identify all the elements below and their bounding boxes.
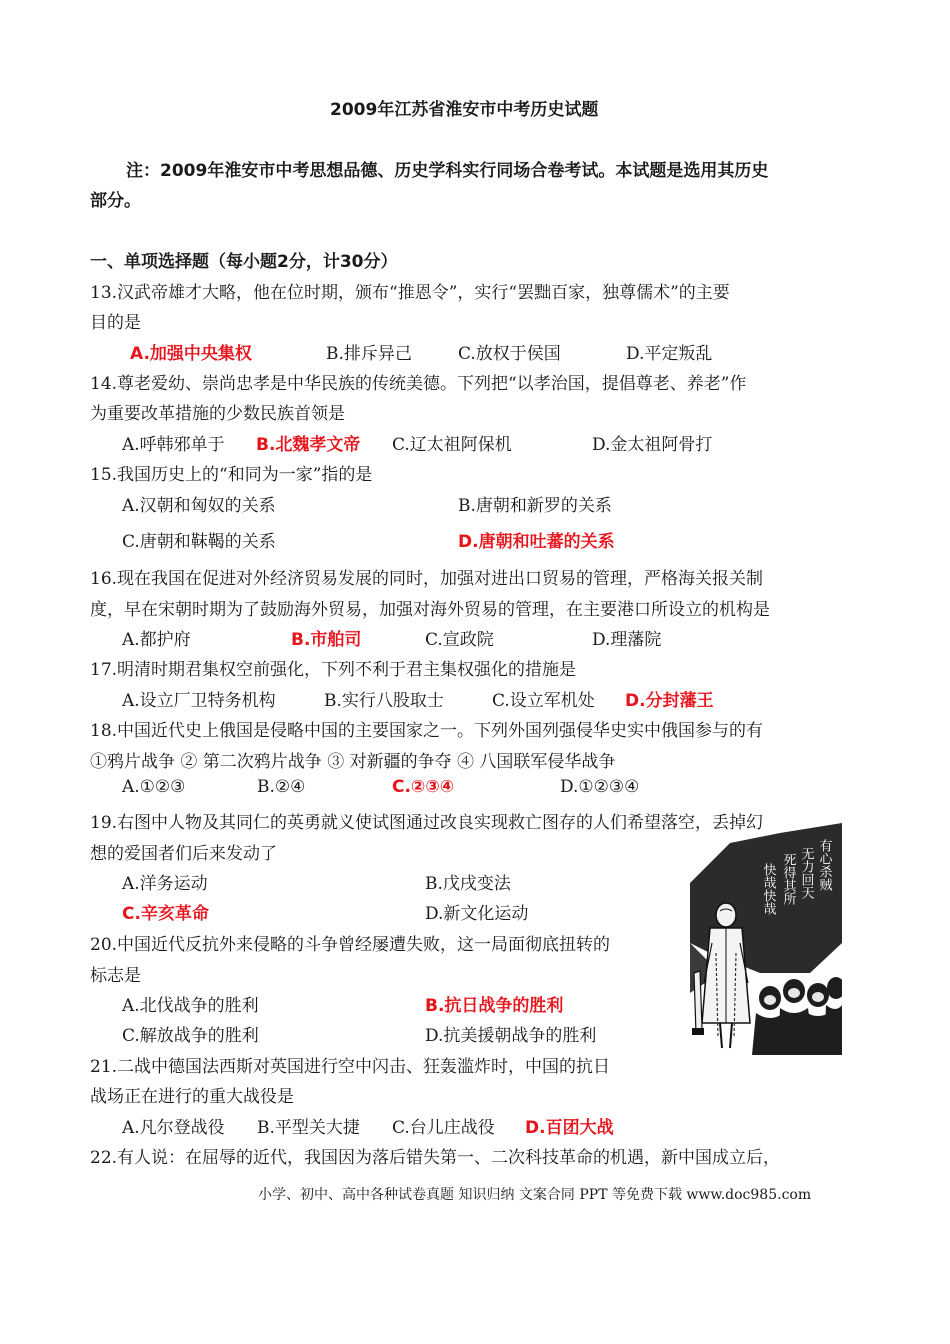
question-16-stem-1: 16.现在我国在促进对外经济贸易发展的同时，加强对进出口贸易的管理，严格海关报关制 — [90, 569, 764, 589]
question-13-option-b: B.排斥异己 — [326, 344, 412, 364]
question-19-option-c: C.辛亥革命 — [122, 904, 209, 924]
question-21-option-c: C.台儿庄战役 — [392, 1118, 495, 1138]
question-16-option-b: B.市舶司 — [291, 630, 362, 650]
question-16-stem-2: 度，早在宋朝时期为了鼓励海外贸易，加强对海外贸易的管理，在主要港口所设立的机构是 — [90, 600, 770, 620]
question-21-stem-2: 战场正在进行的重大战役是 — [90, 1087, 294, 1107]
question-18-stem-2: ①鸦片战争 ② 第二次鸦片战争 ③ 对新疆的争夺 ④ 八国联军侵华战争 — [90, 752, 616, 772]
calligraphy-col-4: 快哉快哉 — [760, 863, 776, 915]
question-13-option-c: C.放权于侯国 — [458, 344, 561, 364]
question-17-option-a: A.设立厂卫特务机构 — [122, 691, 276, 711]
question-15-option-d: D.唐朝和吐蕃的关系 — [458, 532, 615, 552]
note-line-1: 注：2009年淮安市中考思想品德、历史学科实行同场合卷考试。本试题是选用其历史 — [126, 161, 769, 181]
calligraphy-col-2: 无力回天 — [798, 847, 814, 899]
question-19-stem-2: 想的爱国者们后来发动了 — [90, 844, 277, 864]
question-18-option-a: A.①②③ — [122, 777, 186, 797]
question-20-option-d: D.抗美援朝战争的胜利 — [425, 1026, 597, 1046]
question-19-option-d: D.新文化运动 — [425, 904, 529, 924]
question-20-option-b: B.抗日战争的胜利 — [425, 996, 564, 1016]
question-14-stem-2: 为重要改革措施的少数民族首领是 — [90, 404, 345, 424]
question-18-option-c: C.②③④ — [392, 777, 455, 797]
question-21-stem-1: 21.二战中德国法西斯对英国进行空中闪击、狂轰滥炸时，中国的抗日 — [90, 1057, 611, 1077]
question-13-stem-2: 目的是 — [90, 313, 141, 333]
note-line-2: 部分。 — [90, 191, 141, 211]
question-20-stem-1: 20.中国近代反抗外来侵略的斗争曾经屡遭失败，这一局面彻底扭转的 — [90, 935, 611, 955]
question-16-option-a: A.都护府 — [122, 630, 191, 650]
question-14-stem-1: 14.尊老爱幼、崇尚忠孝是中华民族的传统美德。下列把“以孝治国，提倡尊老、养老”作 — [90, 374, 747, 394]
question-13-option-d: D.平定叛乱 — [626, 344, 713, 364]
question-17-option-c: C.设立军机处 — [492, 691, 595, 711]
footer-text: 小学、初中、高中各种试卷真题 知识归纳 文案合同 PPT 等免费下载 www.doc985.com — [258, 1187, 812, 1203]
question-21-option-d: D.百团大战 — [525, 1118, 614, 1138]
question-13-stem-1: 13.汉武帝雄才大略，他在位时期，颁布“推恩令”，实行“罢黜百家，独尊儒术”的主要 — [90, 283, 730, 303]
question-15-option-c: C.唐朝和靺鞨的关系 — [122, 532, 276, 552]
question-13-option-a: A.加强中央集权 — [130, 344, 252, 364]
question-21-option-b: B.平型关大捷 — [257, 1118, 360, 1138]
question-21-option-a: A.凡尔登战役 — [122, 1118, 225, 1138]
question-17-option-b: B.实行八股取士 — [324, 691, 444, 711]
question-14-option-d: D.金太祖阿骨打 — [592, 435, 713, 455]
question-17-option-d: D.分封藩王 — [625, 691, 714, 711]
question-14-option-b: B.北魏孝文帝 — [256, 435, 361, 455]
question-14-option-a: A.呼韩邪单于 — [122, 435, 225, 455]
question-18-option-b: B.②④ — [257, 777, 306, 797]
question-16-option-c: C.宣政院 — [425, 630, 494, 650]
question-15-option-b: B.唐朝和新罗的关系 — [458, 496, 612, 516]
blade — [694, 971, 702, 1033]
question-22-stem-1: 22.有人说：在屈辱的近代，我国因为落后错失第一、二次科技革命的机遇，新中国成立后， — [90, 1148, 781, 1168]
question-19-stem-1: 19.右图中人物及其同仁的英勇就义使试图通过改良实现救亡图存的人们希望落空，丢掉幻 — [90, 813, 764, 833]
section-heading: 一、单项选择题（每小题2分，计30分） — [90, 252, 398, 272]
question-14-option-c: C.辽太祖阿保机 — [392, 435, 512, 455]
question-20-option-a: A.北伐战争的胜利 — [122, 996, 259, 1016]
historical-figure-illustration — [690, 823, 842, 1055]
question-18-option-d: D.①②③④ — [560, 777, 640, 797]
question-19-option-a: A.洋务运动 — [122, 874, 208, 894]
page-title: 2009年江苏省淮安市中考历史试题 — [330, 100, 599, 120]
question-18-stem-1: 18.中国近代史上俄国是侵略中国的主要国家之一。下列外国列强侵华史实中俄国参与的有 — [90, 721, 764, 741]
question-20-option-c: C.解放战争的胜利 — [122, 1026, 259, 1046]
question-19-option-b: B.戊戌变法 — [425, 874, 511, 894]
question-17-stem-1: 17.明清时期君集权空前强化，下列不利于君主集权强化的措施是 — [90, 660, 577, 680]
calligraphy-col-1: 有心杀贼 — [816, 839, 832, 891]
calligraphy-col-3: 死得其所 — [780, 853, 796, 905]
question-20-stem-2: 标志是 — [90, 966, 141, 986]
question-15-option-a: A.汉朝和匈奴的关系 — [122, 496, 276, 516]
question-16-option-d: D.理藩院 — [592, 630, 662, 650]
question-15-stem-1: 15.我国历史上的“和同为一家”指的是 — [90, 465, 373, 485]
